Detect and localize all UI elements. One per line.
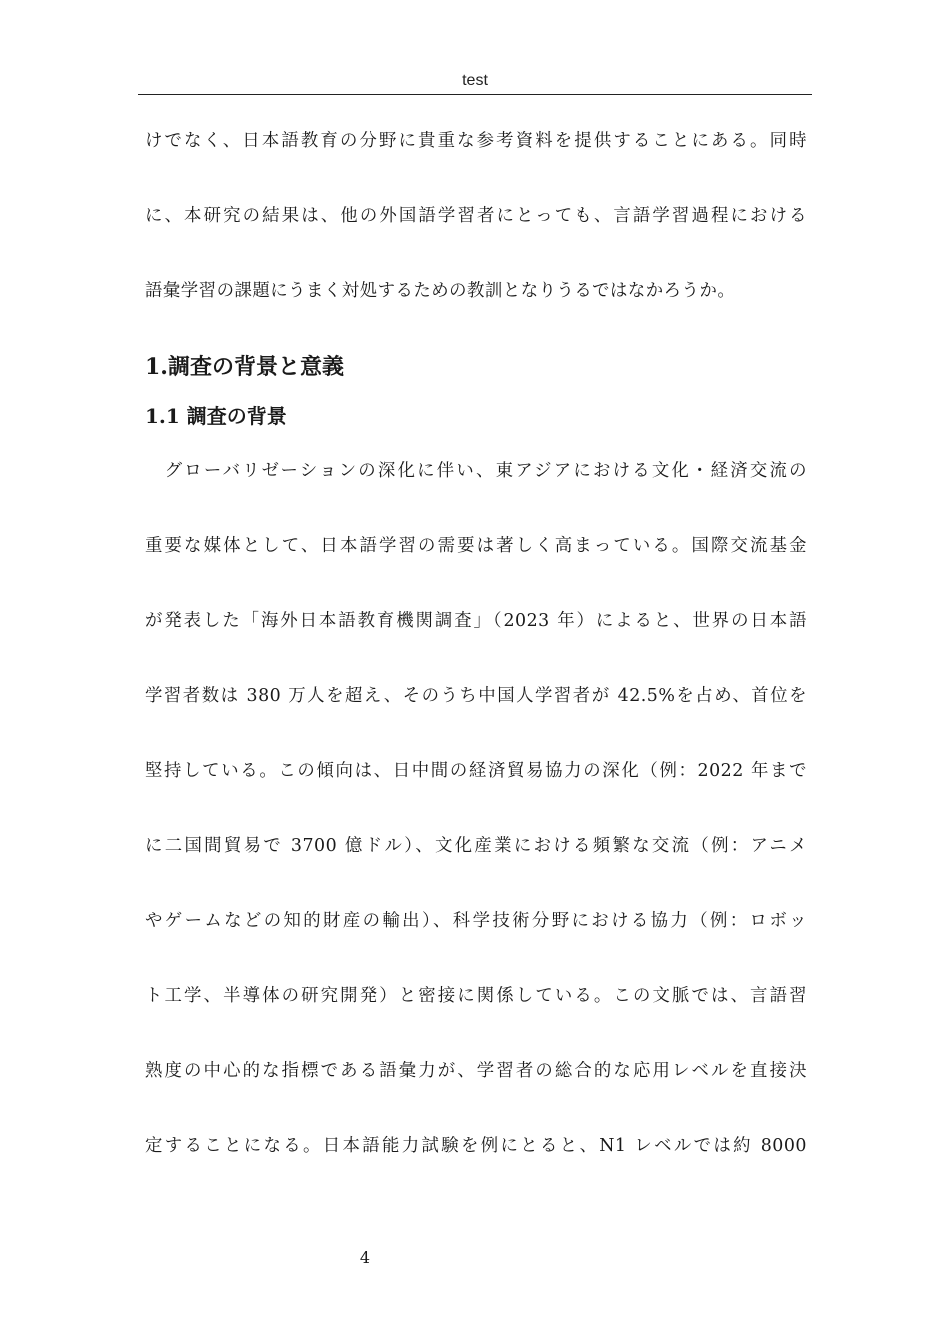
header-rule <box>138 94 812 95</box>
body-text-line: 学習者数は 380 万人を超え、そのうち中国人学習者が 42.5%を占め、首位を <box>145 686 807 706</box>
body-text-line: 堅持している。この傾向は、日中間の経済貿易協力の深化（例：2022 年まで <box>145 761 807 781</box>
body-text-line: 熟度の中心的な指標である語彙力が、学習者の総合的な応用レベルを直接決 <box>145 1061 807 1081</box>
body-text-line: が発表した「海外日本語教育機関調査」（2023 年）によると、世界の日本語 <box>145 611 807 631</box>
page-number: 4 <box>359 1248 371 1267</box>
page-header: test <box>462 72 488 89</box>
body-text-line: 重要な媒体として、日本語学習の需要は著しく高まっている。国際交流基金 <box>145 536 807 556</box>
section-heading: 1.調査の背景と意義 <box>145 354 344 380</box>
body-text-line: に二国間貿易で 3700 億ドル）、文化産業における頻繁な交流（例：アニメ <box>145 836 807 856</box>
body-text-line: 定することになる。日本語能力試験を例にとると、N1 レベルでは約 8000 <box>145 1136 807 1156</box>
body-text-line: 語彙学習の課題にうまく対処するための教訓となりうるではなかろうか。 <box>145 281 736 301</box>
body-text-line: けでなく、日本語教育の分野に貴重な参考資料を提供することにある。同時 <box>145 131 807 151</box>
body-text-line: に、本研究の結果は、他の外国語学習者にとっても、言語学習過程における <box>145 206 807 226</box>
body-text-line: グローバリゼーションの深化に伴い、東アジアにおける文化・経済交流の <box>145 461 807 481</box>
body-text-line: やゲームなどの知的財産の輸出）、科学技術分野における協力（例：ロボッ <box>145 911 807 931</box>
subsection-heading: 1.1 調査の背景 <box>145 404 287 428</box>
body-text-line: ト工学、半導体の研究開発）と密接に関係している。この文脈では、言語習 <box>145 986 807 1006</box>
